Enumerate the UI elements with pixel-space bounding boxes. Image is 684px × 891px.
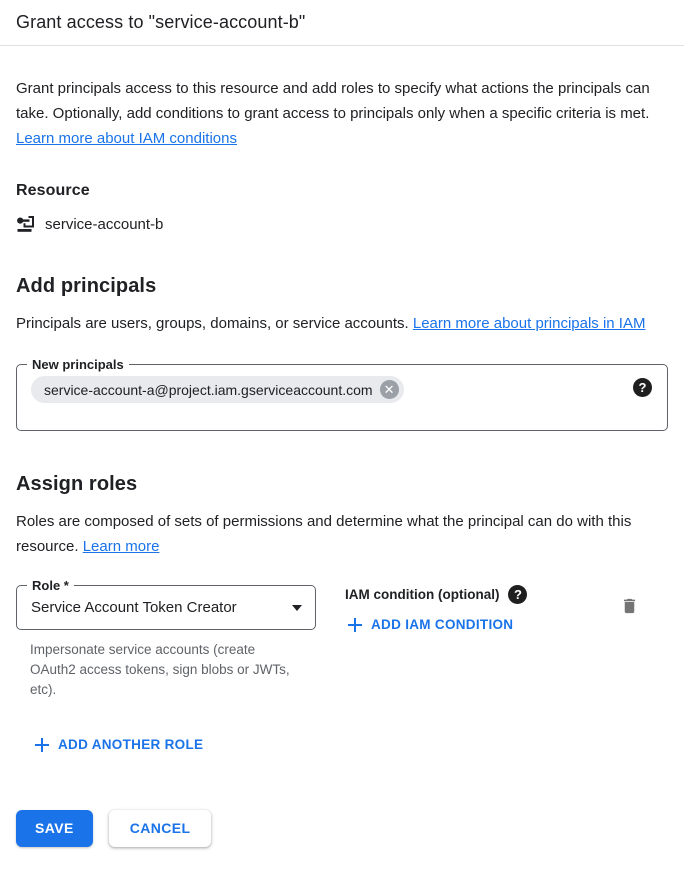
add-another-role-button[interactable] xyxy=(35,737,203,752)
dialog-actions xyxy=(0,810,684,847)
help-icon[interactable]: ? xyxy=(508,585,527,604)
delete-role-column xyxy=(620,585,668,619)
role-description: Impersonate service accounts (create OAuth2 access tokens, sign blobs or JWTs, etc). xyxy=(30,642,290,697)
role-row xyxy=(16,578,668,700)
role-value: Service Account Token Creator xyxy=(31,599,237,616)
principal-chip xyxy=(31,376,404,403)
dialog-header xyxy=(0,0,684,46)
assign-roles-heading: Assign roles xyxy=(16,473,138,495)
principal-chip-label: service-account-a@project.iam.gserviceaccount.com xyxy=(44,381,373,398)
resource-heading: Resource xyxy=(16,182,90,199)
add-iam-condition-label: ADD IAM CONDITION xyxy=(371,617,514,632)
principals-description-text: Principals are users, groups, domains, or service accounts. xyxy=(16,315,409,332)
add-another-role-label: ADD ANOTHER ROLE xyxy=(58,737,204,752)
roles-description-text: Roles are composed of sets of permissions and determine what the principal can do with this resource. xyxy=(16,513,632,555)
service-account-icon xyxy=(16,216,35,233)
role-select[interactable] xyxy=(16,578,316,630)
delete-icon xyxy=(620,604,639,619)
role-column xyxy=(16,578,316,700)
iam-condition-label: IAM condition (optional) xyxy=(345,587,500,602)
principals-learn-more-link[interactable]: Learn more about principals in IAM xyxy=(412,315,646,332)
dialog-title: Grant access to "service-account-b" xyxy=(16,12,306,32)
roles-learn-more-link[interactable]: Learn more xyxy=(82,538,160,555)
delete-role-button[interactable] xyxy=(620,596,639,619)
new-principals-label: New principals xyxy=(27,356,129,373)
condition-column xyxy=(345,585,527,637)
resource-row xyxy=(16,216,668,233)
plus-icon xyxy=(35,738,49,752)
principals-description xyxy=(16,311,668,336)
intro-text: Grant principals access to this resource and add roles to specify what actions the principals can take. Optionally, add conditions to grant access to principals only when a specific criteria is met. xyxy=(16,80,650,122)
add-principals-heading: Add principals xyxy=(16,275,157,297)
plus-icon xyxy=(348,618,362,632)
close-icon[interactable]: ✕ xyxy=(380,380,399,399)
resource-name: service-account-b xyxy=(45,216,164,233)
new-principals-field[interactable] xyxy=(16,357,668,431)
roles-description xyxy=(16,509,668,559)
arrow-drop-down-icon xyxy=(292,605,302,611)
cancel-button[interactable]: CANCEL xyxy=(109,810,212,847)
add-iam-condition-button[interactable] xyxy=(345,617,513,632)
save-button[interactable]: SAVE xyxy=(16,810,93,847)
help-icon[interactable]: ? xyxy=(633,378,652,397)
role-label: Role * xyxy=(27,577,74,594)
intro-paragraph xyxy=(16,76,668,151)
iam-conditions-link[interactable]: Learn more about IAM conditions xyxy=(16,130,237,147)
